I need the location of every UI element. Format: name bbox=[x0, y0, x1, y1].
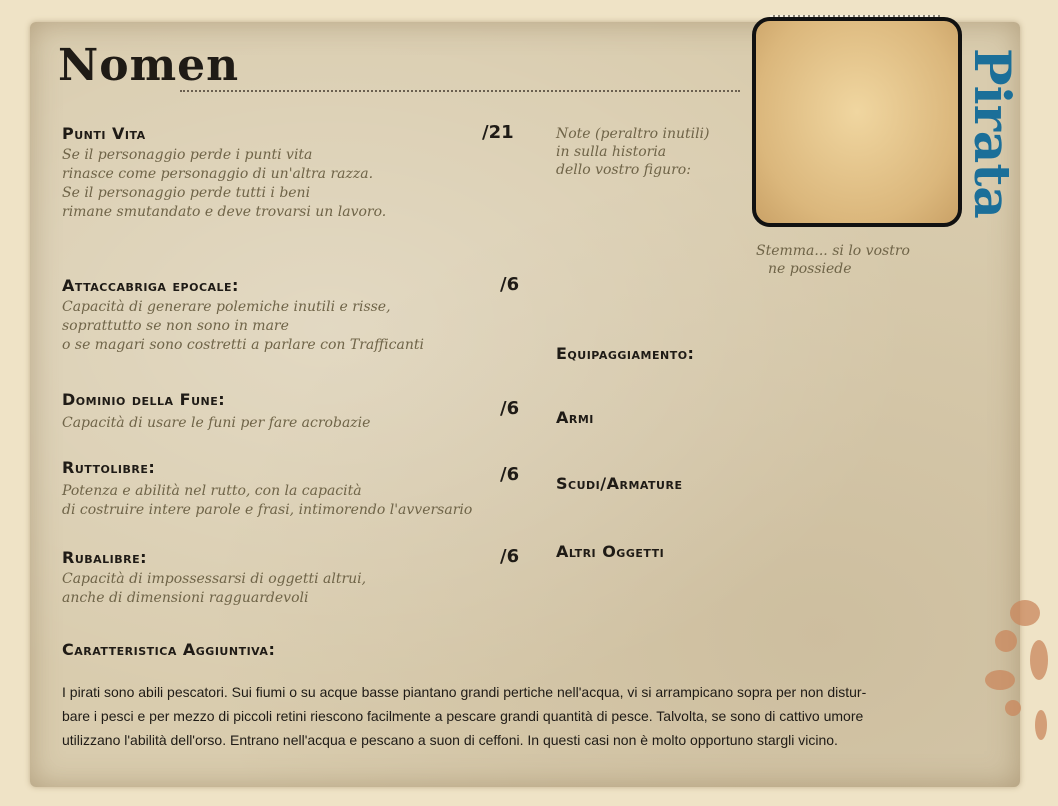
stat-title-punti-vita: Punti Vita bbox=[62, 124, 146, 143]
extra-title: Caratteristica Aggiuntiva: bbox=[62, 640, 276, 659]
equipment-title: Equipaggiamento: bbox=[556, 344, 695, 363]
crest-caption-line: ne possiede bbox=[768, 261, 852, 277]
stat-desc-line: Se il personaggio perde tutti i beni bbox=[62, 185, 311, 201]
stat-desc-line: Se il personaggio perde i punti vita bbox=[62, 147, 313, 163]
stat-title-attaccabriga: Attaccabriga epocale: bbox=[62, 276, 239, 295]
stat-desc-ruttolibre bbox=[62, 482, 472, 520]
stat-desc-line: Capacità di usare le funi per fare acrobazie bbox=[62, 415, 371, 431]
stat-title-ruttolibre: Ruttolibre: bbox=[62, 458, 156, 477]
equipment-weapons[interactable]: Armi bbox=[556, 408, 594, 427]
name-label: Nomen bbox=[58, 40, 240, 91]
stat-desc-attaccabriga bbox=[62, 298, 424, 355]
crest-frame[interactable] bbox=[752, 17, 962, 227]
equipment-other[interactable]: Altri Oggetti bbox=[556, 542, 665, 561]
stat-desc-line: anche di dimensioni ragguardevoli bbox=[62, 590, 309, 606]
stat-desc-line: Capacità di impossessarsi di oggetti altrui, bbox=[62, 571, 367, 587]
notes-line: dello vostro figuro: bbox=[556, 162, 691, 178]
extra-line: utilizzano l'abilità dell'orso. Entrano nell'acqua e pescano a suon di ceffoni. In questi casi non è molto opportuno stargli vicino. bbox=[62, 732, 838, 748]
name-field-line[interactable] bbox=[180, 90, 740, 92]
stat-desc-punti-vita bbox=[62, 146, 386, 222]
notes-line: Note (peraltro inutili) bbox=[556, 126, 710, 142]
stat-max-rubalibre[interactable]: /6 bbox=[500, 546, 520, 567]
stat-desc-line: rinasce come personaggio di un'altra razza. bbox=[62, 166, 374, 182]
extra-line: I pirati sono abili pescatori. Sui fiumi o su acque basse piantano grandi pertiche nell'acqua, vi si arrampicano sopra per non distur- bbox=[62, 684, 867, 700]
stat-desc-line: di costruire intere parole e frasi, intimorendo l'avversario bbox=[62, 502, 473, 518]
stat-max-ruttolibre[interactable]: /6 bbox=[500, 464, 520, 485]
extra-body bbox=[62, 680, 1002, 752]
stat-title-dominio-fune: Dominio della Fune: bbox=[62, 390, 226, 409]
notes-line: in sulla historia bbox=[556, 144, 667, 160]
stat-max-attaccabriga[interactable]: /6 bbox=[500, 274, 520, 295]
equipment-armor[interactable]: Scudi/Armature bbox=[556, 474, 683, 493]
class-title: Pirata bbox=[963, 48, 1022, 219]
stat-max-punti-vita[interactable]: /21 bbox=[482, 122, 514, 143]
crest-caption-line: Stemma... si lo vostro bbox=[756, 243, 910, 259]
extra-line: bare i pesci e per mezzo di piccoli retini riescono facilmente a pescare grandi quantità di pesce. Talvolta, se sono di cattivo umore bbox=[62, 708, 864, 724]
stat-desc-line: rimane smutandato e deve trovarsi un lavoro. bbox=[62, 204, 387, 220]
stat-max-dominio-fune[interactable]: /6 bbox=[500, 398, 520, 419]
stat-desc-dominio-fune bbox=[62, 414, 370, 433]
stat-title-rubalibre: Rubalibre: bbox=[62, 548, 148, 567]
crest-caption bbox=[756, 242, 956, 278]
stat-desc-line: o se magari sono costretti a parlare con Trafficanti bbox=[62, 337, 424, 353]
stat-desc-rubalibre bbox=[62, 570, 366, 608]
stat-desc-line: Capacità di generare polemiche inutili e risse, bbox=[62, 299, 391, 315]
notes-label bbox=[556, 125, 756, 179]
stat-desc-line: soprattutto se non sono in mare bbox=[62, 318, 289, 334]
stat-desc-line: Potenza e abilità nel rutto, con la capacità bbox=[62, 483, 362, 499]
